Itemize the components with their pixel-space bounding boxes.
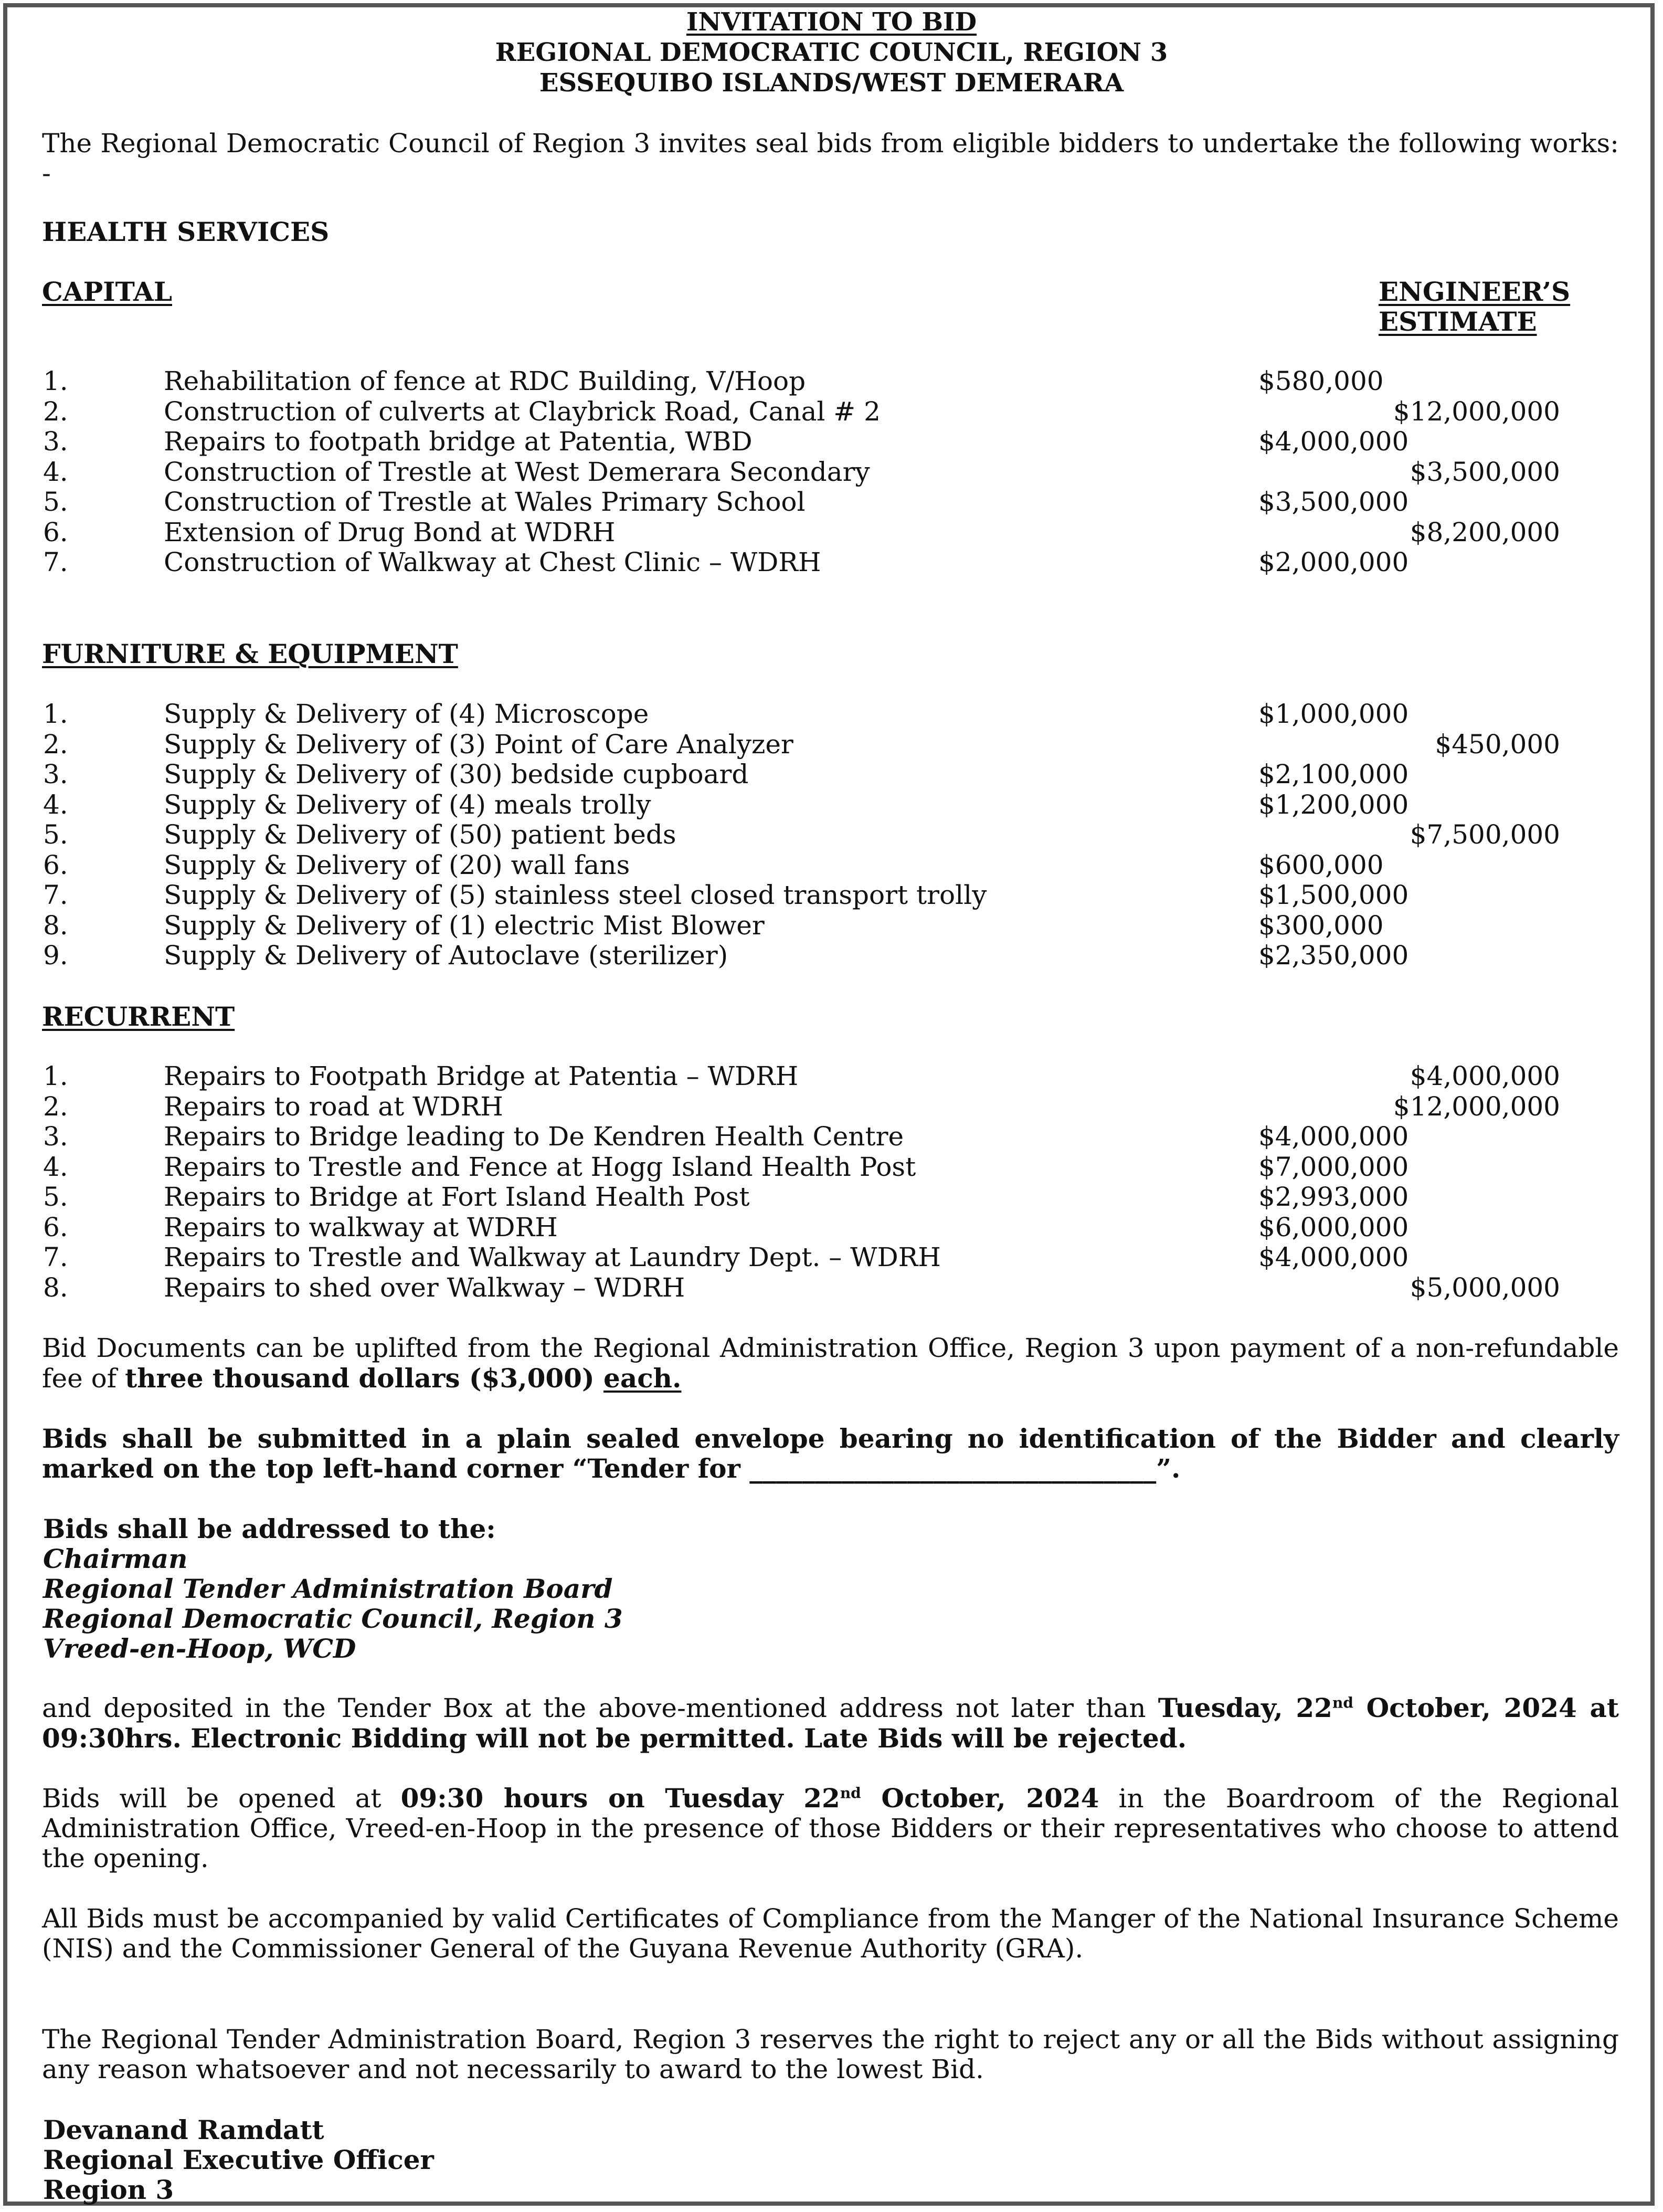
address-chairman: Chairman <box>43 1543 188 1574</box>
opening-paragraph <box>42 1783 1619 1873</box>
health-services-heading: HEALTH SERVICES <box>42 216 330 247</box>
deposit-text: and deposited in the Tender Box at the above-mentioned address not later than <box>42 1693 1158 1723</box>
item-description: Supply & Delivery of (4) Microscope <box>164 699 649 729</box>
recurrent-item-row <box>0 1092 1663 1122</box>
item-number: 4. <box>43 456 68 487</box>
item-number: 4. <box>43 789 68 820</box>
item-estimate: $7,000,000 <box>1258 1151 1409 1182</box>
item-estimate: $12,000,000 <box>1393 1091 1560 1122</box>
furniture-item-row <box>0 880 1663 911</box>
item-number: 6. <box>43 1212 68 1242</box>
opening-text-a: Bids will be opened at <box>42 1783 401 1814</box>
item-description: Rehabilitation of fence at RDC Building, V/Hoop <box>164 366 806 396</box>
item-number: 3. <box>43 426 68 457</box>
capital-item-row <box>0 457 1663 488</box>
item-estimate: $2,993,000 <box>1258 1182 1409 1212</box>
deposit-deadline: October, 2024 at 09:30hrs. Electronic Bidding will not be permitted. Late Bids will be rejected. <box>42 1692 1619 1754</box>
address-intro: Bids shall be addressed to the: <box>43 1513 496 1544</box>
item-description: Construction of Trestle at Wales Primary School <box>164 487 806 517</box>
item-number: 5. <box>43 487 68 517</box>
item-estimate: $7,500,000 <box>1410 819 1560 850</box>
item-estimate: $8,200,000 <box>1410 517 1560 547</box>
recurrent-item-row <box>0 1273 1663 1303</box>
bid-documents-text: Bid Documents can be uplifted from the Regional Administration Office, Region 3 upon payment of a non-refundable fee of <box>42 1333 1619 1394</box>
item-estimate: $1,500,000 <box>1258 880 1409 910</box>
intro-paragraph: The Regional Democratic Council of Region 3 invites seal bids from eligible bidders to undertake the following works: - <box>42 128 1619 188</box>
item-estimate: $580,000 <box>1258 366 1384 396</box>
item-number: 1. <box>43 699 68 729</box>
opening-time: 09:30 hours on Tuesday 22 <box>400 1783 840 1814</box>
item-description: Repairs to Trestle and Fence at Hogg Island Health Post <box>164 1151 916 1182</box>
item-estimate: $4,000,000 <box>1410 1061 1560 1091</box>
item-description: Repairs to walkway at WDRH <box>164 1212 558 1242</box>
envelope-close: ”. <box>1156 1453 1181 1484</box>
furniture-item-row <box>0 850 1663 881</box>
item-estimate: $5,000,000 <box>1410 1272 1560 1303</box>
recurrent-item-row <box>0 1213 1663 1243</box>
item-estimate: $4,000,000 <box>1258 426 1409 457</box>
item-estimate: $12,000,000 <box>1393 396 1560 427</box>
item-number: 4. <box>43 1151 68 1182</box>
capital-heading: CAPITAL <box>42 276 172 307</box>
item-estimate: $600,000 <box>1258 849 1384 880</box>
signature-name: Devanand Ramdatt <box>43 2114 324 2145</box>
recurrent-item-row <box>0 1122 1663 1152</box>
item-description: Construction of Walkway at Chest Clinic – WDRH <box>164 547 821 577</box>
rights-paragraph: The Regional Tender Administration Board, Region 3 reserves the right to reject any or all the Bids without assigning any reason whatsoever and not necessarily to award to the lowest Bid. <box>42 2024 1619 2084</box>
item-estimate: $2,350,000 <box>1258 940 1409 971</box>
item-number: 9. <box>43 940 68 971</box>
item-description: Supply & Delivery of (50) patient beds <box>164 819 676 850</box>
item-number: 7. <box>43 1242 68 1272</box>
item-estimate: $450,000 <box>1435 729 1560 760</box>
item-number: 8. <box>43 1272 68 1303</box>
deposit-date-suffix: nd <box>1332 1694 1353 1712</box>
furniture-item-row <box>0 911 1663 941</box>
item-description: Repairs to Trestle and Walkway at Laundry Dept. – WDRH <box>164 1242 941 1272</box>
bid-fee-each: each. <box>603 1363 682 1394</box>
recurrent-item-row <box>0 1242 1663 1273</box>
estimate-header-line2: ESTIMATE <box>1379 306 1537 337</box>
item-number: 5. <box>43 819 68 850</box>
item-number: 1. <box>43 1061 68 1091</box>
item-number: 5. <box>43 1182 68 1212</box>
capital-item-row <box>0 427 1663 457</box>
item-number: 6. <box>43 517 68 547</box>
recurrent-item-row <box>0 1061 1663 1092</box>
signature-region: Region 3 <box>43 2174 174 2205</box>
opening-date: October, 2024 <box>861 1783 1099 1814</box>
capital-list <box>0 366 1663 578</box>
item-number: 7. <box>43 880 68 910</box>
item-number: 1. <box>43 366 68 396</box>
furniture-item-row <box>0 730 1663 760</box>
furniture-heading: FURNITURE & EQUIPMENT <box>42 638 458 669</box>
item-description: Repairs to shed over Walkway – WDRH <box>164 1272 685 1303</box>
item-description: Repairs to road at WDRH <box>164 1091 503 1122</box>
recurrent-heading: RECURRENT <box>42 1001 235 1032</box>
item-estimate: $2,100,000 <box>1258 759 1409 789</box>
item-estimate: $4,000,000 <box>1258 1121 1409 1152</box>
item-estimate: $3,500,000 <box>1258 487 1409 517</box>
item-description: Supply & Delivery of (3) Point of Care Analyzer <box>164 729 793 760</box>
item-number: 2. <box>43 396 68 427</box>
furniture-item-row <box>0 820 1663 850</box>
deposit-paragraph <box>42 1693 1619 1754</box>
item-estimate: $1,000,000 <box>1258 699 1409 729</box>
item-estimate: $6,000,000 <box>1258 1212 1409 1242</box>
envelope-text: Bids shall be submitted in a plain sealed envelope bearing no identification of the Bidder and clearly marked on the top left-hand corner “Tender for <box>42 1423 1619 1484</box>
item-estimate: $3,500,000 <box>1410 456 1560 487</box>
capital-item-row <box>0 366 1663 397</box>
recurrent-list <box>0 1061 1663 1303</box>
item-description: Repairs to Footpath Bridge at Patentia – WDRH <box>164 1061 799 1091</box>
item-estimate: $1,200,000 <box>1258 789 1409 820</box>
item-estimate: $300,000 <box>1258 910 1384 941</box>
item-description: Supply & Delivery of (30) bedside cupboard <box>164 759 749 789</box>
item-description: Supply & Delivery of (5) stainless steel closed transport trolly <box>164 880 987 910</box>
capital-item-row <box>0 397 1663 427</box>
compliance-paragraph: All Bids must be accompanied by valid Certificates of Compliance from the Manger of the National Insurance Scheme (NIS) and the Commissioner General of the Guyana Revenue Authority (GRA). <box>42 1903 1619 1964</box>
item-description: Supply & Delivery of (1) electric Mist Blower <box>164 910 765 941</box>
deposit-date: Tuesday, 22 <box>1158 1692 1332 1723</box>
furniture-item-row <box>0 790 1663 820</box>
signature-title: Regional Executive Officer <box>43 2144 434 2175</box>
address-council: Regional Democratic Council, Region 3 <box>43 1603 623 1634</box>
item-estimate: $2,000,000 <box>1258 547 1409 577</box>
recurrent-item-row <box>0 1152 1663 1183</box>
estimate-header-line1: ENGINEER’S <box>1379 276 1571 307</box>
item-description: Construction of Trestle at West Demerara Secondary <box>164 456 870 487</box>
furniture-item-row <box>0 699 1663 730</box>
address-location: Vreed-en-Hoop, WCD <box>43 1633 356 1664</box>
opening-text-b: in the Boardroom of the Regional Administration Office, Vreed-en-Hoop in the presence of those Bidders or their representatives who choose to attend the opening. <box>42 1783 1619 1873</box>
item-description: Repairs to Bridge at Fort Island Health Post <box>164 1182 750 1212</box>
item-description: Repairs to footpath bridge at Patentia, WBD <box>164 426 753 457</box>
bid-documents-paragraph <box>42 1333 1619 1394</box>
furniture-item-row <box>0 760 1663 790</box>
furniture-item-row <box>0 941 1663 971</box>
title-council: REGIONAL DEMOCRATIC COUNCIL, REGION 3 <box>495 38 1168 67</box>
capital-item-row <box>0 547 1663 578</box>
title-invitation: INVITATION TO BID <box>686 7 977 37</box>
item-number: 3. <box>43 1121 68 1152</box>
item-number: 6. <box>43 849 68 880</box>
item-number: 7. <box>43 547 68 577</box>
recurrent-item-row <box>0 1182 1663 1213</box>
opening-date-suffix: nd <box>840 1784 861 1802</box>
item-estimate: $4,000,000 <box>1258 1242 1409 1272</box>
tender-blank: _______________________________ <box>749 1453 1157 1484</box>
title-region: ESSEQUIBO ISLANDS/WEST DEMERARA <box>539 68 1124 98</box>
item-number: 3. <box>43 759 68 789</box>
item-number: 8. <box>43 910 68 941</box>
item-description: Supply & Delivery of (4) meals trolly <box>164 789 651 820</box>
item-description: Construction of culverts at Claybrick Road, Canal # 2 <box>164 396 881 427</box>
furniture-list <box>0 699 1663 971</box>
item-description: Extension of Drug Bond at WDRH <box>164 517 616 547</box>
envelope-paragraph <box>42 1424 1619 1483</box>
address-board: Regional Tender Administration Board <box>43 1573 613 1604</box>
capital-item-row <box>0 487 1663 518</box>
item-description: Supply & Delivery of (20) wall fans <box>164 849 630 880</box>
item-description: Supply & Delivery of Autoclave (sterilizer) <box>164 940 728 971</box>
capital-item-row <box>0 518 1663 548</box>
bid-fee: three thousand dollars ($3,000) <box>125 1363 604 1394</box>
item-number: 2. <box>43 1091 68 1122</box>
item-number: 2. <box>43 729 68 760</box>
item-description: Repairs to Bridge leading to De Kendren Health Centre <box>164 1121 904 1152</box>
